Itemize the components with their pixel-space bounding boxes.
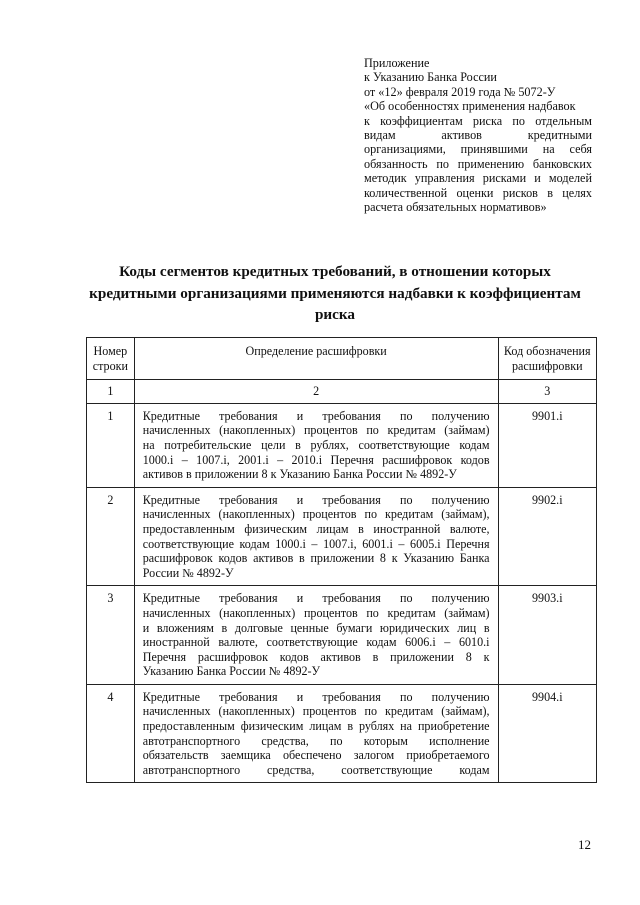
column-number: 1 xyxy=(87,380,135,404)
row-code: 9903.i xyxy=(498,586,596,685)
definition-line: Указанию Банка России № 4892-У xyxy=(142,664,321,679)
appendix-line: организациями, принявшими на себя xyxy=(364,142,592,157)
row-definition xyxy=(134,586,498,685)
definition-line: и вложениям в долговые ценные бумаги юридических лиц в xyxy=(142,620,490,635)
definition-line: предоставленным физическим лицам в иностранной валюте, xyxy=(142,521,490,536)
appendix-line: видам активов кредитными xyxy=(364,128,592,143)
definition-line: расшифровок кодов активов в приложении 8 к Указанию Банка xyxy=(142,551,490,566)
title-line: риска xyxy=(314,306,356,323)
column-number: 3 xyxy=(498,380,596,404)
appendix-line: «Об особенностях применения надбавок xyxy=(364,99,576,114)
definition-line: активов в приложении 8 к Указанию Банка России № 4892-У xyxy=(142,467,457,482)
row-number: 4 xyxy=(87,684,135,783)
definition-line: Кредитные требования и требования по получению xyxy=(142,492,490,507)
definition-line: предоставленным физическим лицам в рублях на приобретение xyxy=(142,719,490,734)
table-row xyxy=(87,684,597,783)
appendix-reference xyxy=(364,56,592,214)
row-code: 9902.i xyxy=(498,487,596,586)
appendix-line: Приложение xyxy=(364,56,430,70)
definition-line: 1000.i – 1007.i, 2001.i – 2010.i Перечня расшифровок кодов xyxy=(142,452,490,467)
table-row xyxy=(87,487,597,586)
page-number: 12 xyxy=(578,837,591,852)
title-line: кредитными организациями применяются надбавки к коэффициентам xyxy=(89,284,581,302)
table-row xyxy=(87,586,597,685)
column-number: 2 xyxy=(134,380,498,404)
table-header-row xyxy=(87,338,597,380)
row-code: 9901.i xyxy=(498,403,596,487)
definition-line: обязательств заемщика обеспечено залогом приобретаемого xyxy=(142,748,490,763)
row-number: 3 xyxy=(87,586,135,685)
appendix-line: обязанность по применению банковских xyxy=(364,156,592,171)
header-code: Код обозначения расшифровки xyxy=(498,338,596,380)
header-row-number: Номер строки xyxy=(87,338,135,380)
appendix-line: к коэффициентам риска по отдельным xyxy=(364,113,592,128)
definition-line: Перечня расшифровок кодов активов в приложении 8 к xyxy=(142,649,490,664)
definition-line: иностранной валюте, соответствующие кодам 6006.i – 6010.i xyxy=(142,635,490,650)
title-line: Коды сегментов кредитных требований, в отношении которых xyxy=(119,263,551,280)
definition-line: начисленных (накопленных) процентов по кредитам (займам) xyxy=(142,423,490,438)
row-code: 9904.i xyxy=(498,684,596,783)
definition-line: автотранспортного средства, по которым исполнение xyxy=(142,733,490,748)
column-number-row xyxy=(87,380,597,404)
definition-line: Кредитные требования и требования по получению xyxy=(142,408,490,423)
appendix-line: расчета обязательных нормативов» xyxy=(364,200,547,215)
definition-line: Кредитные требования и требования по получению xyxy=(142,591,490,606)
row-number: 2 xyxy=(87,487,135,586)
definition-line: начисленных (накопленных) процентов по кредитам (займам), xyxy=(142,507,490,522)
document-title xyxy=(70,261,600,326)
row-definition xyxy=(134,684,498,783)
appendix-line: количественной оценки рисков в целях xyxy=(364,185,592,200)
definition-line: начисленных (накопленных) процентов по кредитам (займам) xyxy=(142,605,490,620)
definition-line: автотранспортного средства, соответствующие кодам xyxy=(142,762,490,777)
appendix-line: от «12» февраля 2019 года № 5072-У xyxy=(364,84,556,99)
definition-line: соответствующие кодам 1000.i – 1007.i, 6001.i – 6005.i Перечня xyxy=(142,536,490,551)
definition-line: России № 4892-У xyxy=(142,565,234,580)
row-definition xyxy=(134,403,498,487)
appendix-line: к Указанию Банка России xyxy=(364,70,497,85)
appendix-line: методик управления рисками и моделей xyxy=(364,171,592,186)
definition-line: на потребительские цели в рублях, соответствующие кодам xyxy=(142,437,490,452)
definition-line: начисленных (накопленных) процентов по кредитам (займам), xyxy=(142,704,490,719)
definition-line: Кредитные требования и требования по получению xyxy=(142,689,490,704)
table-row xyxy=(87,403,597,487)
header-definition: Определение расшифровки xyxy=(134,338,498,380)
row-definition xyxy=(134,487,498,586)
segment-codes-table xyxy=(86,337,597,783)
row-number: 1 xyxy=(87,403,135,487)
